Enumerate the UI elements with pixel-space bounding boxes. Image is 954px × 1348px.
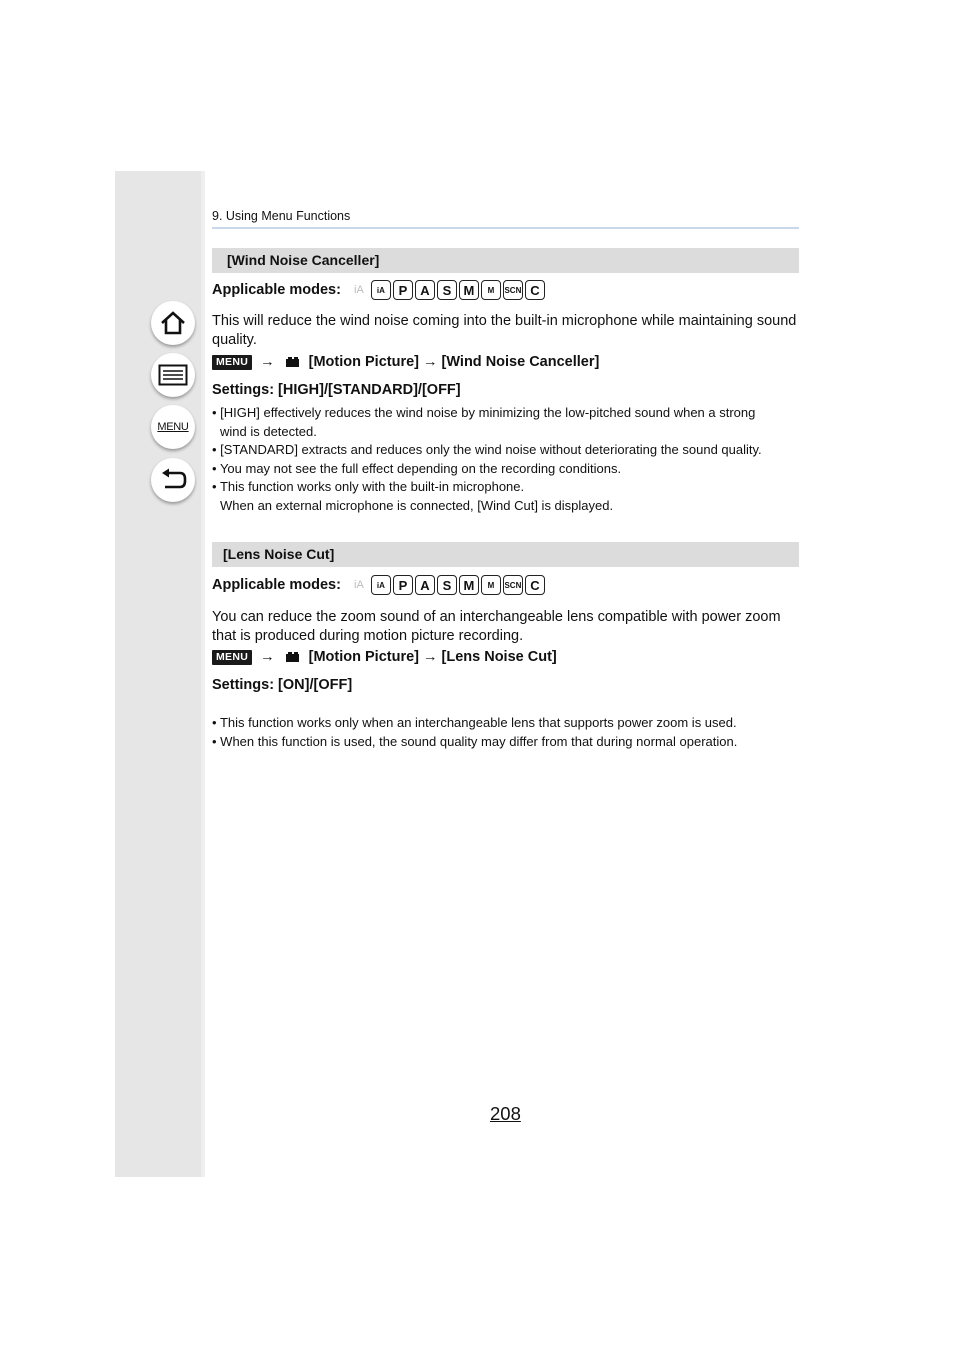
mode-ia-icon: iA: [354, 284, 364, 296]
mode-creative-control-icon: C: [525, 280, 545, 300]
mode-a-icon: A: [415, 280, 435, 300]
menu-button[interactable]: [151, 405, 195, 449]
breadcrumb: 9. Using Menu Functions: [212, 209, 351, 223]
list-item: • You may not see the full effect depending on the recording conditions.: [212, 460, 622, 476]
breadcrumb-rule: [212, 227, 799, 229]
back-icon: [159, 468, 187, 492]
mode-ia-plus-icon: iA: [371, 575, 391, 595]
wind-noise-description: This will reduce the wind noise coming into the built-in microphone while maintaining sound quality.: [212, 313, 797, 348]
mode-a-icon: A: [415, 575, 435, 595]
home-icon: [159, 310, 187, 336]
mode-ia-icon: iA: [354, 579, 364, 591]
menu-badge: MENU: [212, 650, 252, 665]
section-title-wind-noise-canceller: [Wind Noise Canceller]: [212, 248, 799, 273]
menu-icon: MENU: [157, 421, 189, 433]
menu-badge: MENU: [212, 355, 252, 370]
applicable-modes-row: [212, 574, 547, 596]
page-number: 208: [490, 1103, 521, 1124]
list-icon: [158, 364, 188, 386]
mode-s-icon: S: [437, 280, 457, 300]
lens-noise-menu-path: [212, 648, 557, 666]
wind-noise-settings: Settings: [HIGH]/[STANDARD]/[OFF]: [212, 382, 461, 398]
lens-noise-description: You can reduce the zoom sound of an interchangeable lens compatible with power zoom that is produced during motion picture recording.: [212, 609, 781, 644]
applicable-modes-label: Applicable modes:: [212, 577, 341, 593]
arrow: →: [260, 354, 275, 370]
menu-path-text: [Motion Picture] → [Wind Noise Canceller]: [308, 354, 600, 370]
list-item: • [HIGH] effectively reduces the wind noise by minimizing the low-pitched sound when a strong wind is detected.: [212, 405, 756, 439]
motion-picture-icon: [285, 356, 301, 368]
mode-m-icon: M: [459, 280, 479, 300]
arrow: →: [260, 649, 275, 665]
mode-creative-video-icon: M: [481, 280, 501, 300]
motion-picture-icon: [285, 651, 301, 663]
back-button[interactable]: [151, 458, 195, 502]
mode-scn-icon: SCN: [503, 280, 523, 300]
list-item: • This function works only with the built-in microphone. When an external microphone is connected, [Wind Cut] is displayed.: [212, 479, 614, 513]
mode-m-icon: M: [459, 575, 479, 595]
mode-p-icon: P: [393, 575, 413, 595]
menu-path-text: [Motion Picture] → [Lens Noise Cut]: [308, 649, 557, 665]
home-button[interactable]: [151, 301, 195, 345]
section-title-lens-noise-cut: [Lens Noise Cut]: [212, 542, 799, 567]
mode-creative-control-icon: C: [525, 575, 545, 595]
applicable-modes-label: Applicable modes:: [212, 282, 341, 298]
mode-scn-icon: SCN: [503, 575, 523, 595]
contents-button[interactable]: [151, 353, 195, 397]
mode-p-icon: P: [393, 280, 413, 300]
lens-noise-settings: Settings: [ON]/[OFF]: [212, 677, 353, 693]
mode-ia-plus-icon: iA: [371, 280, 391, 300]
list-item: • [STANDARD] extracts and reduces only the wind noise without deteriorating the sound quality.: [212, 442, 762, 457]
mode-s-icon: S: [437, 575, 457, 595]
list-item: • This function works only when an interchangeable lens that supports power zoom is used.: [212, 715, 737, 730]
applicable-modes-row: [212, 279, 547, 301]
wind-noise-notes: [212, 404, 812, 515]
list-item: • When this function is used, the sound quality may differ from that during normal operation.: [212, 733, 738, 749]
wind-noise-menu-path: [212, 353, 599, 371]
mode-creative-video-icon: M: [481, 575, 501, 595]
lens-noise-notes: [212, 714, 812, 751]
sidebar-edge: [201, 171, 205, 1177]
